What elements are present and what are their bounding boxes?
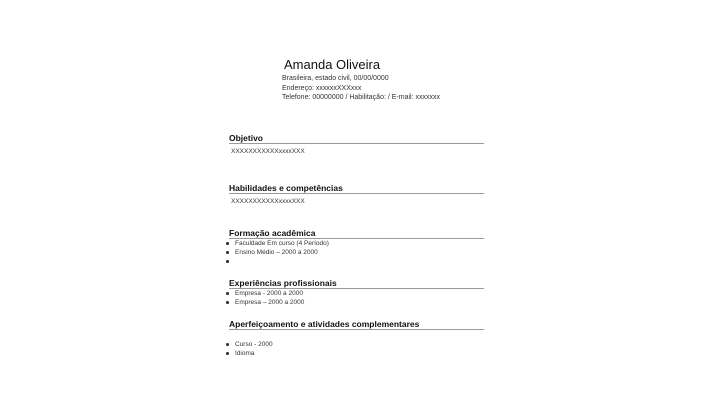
list-item (226, 289, 304, 298)
section-title-aperfeicoamento: Aperfeiçoamento e atividades complementares (229, 319, 420, 329)
list-item (226, 340, 273, 349)
habilidades-text: XXXXXXXXXXXxxxxXXX (231, 198, 305, 205)
bullet-icon (226, 301, 229, 304)
objetivo-text: XXXXXXXXXXXxxxxXXX (231, 148, 305, 155)
list-item-text: Ensino Médio – 2000 a 2000 (235, 249, 318, 256)
list-item (226, 257, 329, 266)
bullet-icon (226, 292, 229, 295)
formacao-list (226, 239, 329, 266)
list-item-text: Empresa - 2000 a 2000 (235, 290, 303, 297)
section-divider (229, 329, 484, 330)
list-item-text: Idioma (235, 350, 255, 357)
list-item (226, 349, 273, 358)
candidate-name: Amanda Oliveira (284, 57, 381, 72)
experiencias-list (226, 289, 304, 307)
section-title-experiencias: Experiências profissionais (229, 278, 337, 288)
section-title-habilidades: Habilidades e competências (229, 183, 343, 193)
personal-details: Brasileira, estado civil, 00/00/0000 (282, 75, 389, 82)
list-item (226, 248, 329, 257)
bullet-icon (226, 242, 229, 245)
bullet-icon (226, 251, 229, 254)
bullet-icon (226, 343, 229, 346)
list-item-text: Faculdade Em curso (4 Período) (235, 240, 329, 247)
section-divider (229, 143, 484, 144)
section-title-objetivo: Objetivo (229, 133, 264, 143)
section-divider (229, 193, 484, 194)
list-item (226, 298, 304, 307)
aperfeicoamento-list (226, 340, 273, 358)
bullet-icon (226, 260, 229, 263)
list-item (226, 239, 329, 248)
list-item-text: Curso - 2000 (235, 341, 273, 348)
list-item-text: Empresa – 2000 a 2000 (235, 299, 305, 306)
bullet-icon (226, 352, 229, 355)
contact-line: Telefone: 00000000 / Habilitação: / E-mail: xxxxxxx (282, 94, 440, 101)
section-title-formacao: Formação acadêmica (229, 228, 316, 238)
address-line: Endereço: xxxxxxXXXxxx (282, 85, 362, 92)
